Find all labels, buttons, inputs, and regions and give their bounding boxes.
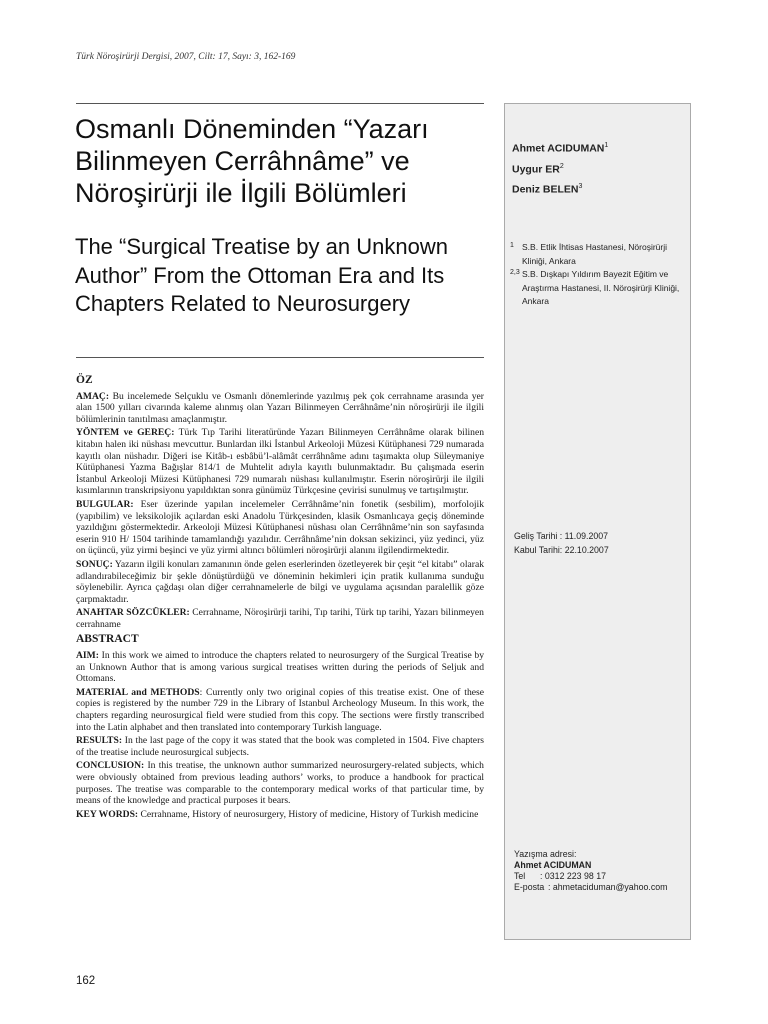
author-name: Uygur $ER^2$ (512, 162, 564, 175)
abstract-paragraph (76, 687, 484, 733)
abstract-label: CONCLUSION: (76, 760, 145, 772)
abstract-label: AIM: (76, 650, 99, 662)
abstract-text: In this work we aimed to introduce the chapters related to neurosurgery of the Surgical Treatise by an Unknown Author that is among various surgical treatises written during the periods of Seljuk and Ottomans. (76, 650, 485, 685)
tel-label: Tel (514, 871, 526, 881)
abstract-heading: ABSTRACT (76, 633, 139, 646)
oz-label: YÖNTEM ve GEREÇ: (76, 427, 175, 439)
correspondence-tel (514, 871, 667, 882)
oz-text: Eser üzerinde yapılan incelemeler Cerrâhnâme’nin fonetik (sesbilim), morfolojik (yapıbilim) ve leksikolojik açılardan eski Anadolu Türkçesinden, klasik Osmanlıcaya geçiş döneminde yazıldığını göstermektedir. Arkeoloji Müzesi Kütüphanesi nüshası olan Cerrâhnâme’nin son sayfasında eserin 910 H/ 1504 tarihinde tamamlandığı yazılıdır. Cerrâhnâme’nin doksan sekizinci, yüz yedinci, yüz on üçüncü, yüz yirmi beşinci ve yüz yirmi altıncı bölümleri nöroşirürji alanını ilgilendirmektedir. (76, 498, 484, 557)
oz-label: AMAÇ: (76, 390, 110, 402)
top-rule (76, 103, 484, 104)
title-turkish: Osmanlı Döneminden “Yazarı Bilinmeyen Cerrâhnâme” ve Nöroşirürji ile İlgili Bölümleri (75, 114, 429, 208)
correspondence-name: Ahmet ACIDUMAN (514, 860, 592, 870)
abstract-text: In this treatise, the unknown author summarized neurosurgery-related subjects, which were obviously obtained from previous leading authors’ works, to produce a handbook for practical purposes. The treatise was comparable to the contemporary medical works of that particular time, by means of the knowledge and practical purposes it bears. (76, 760, 484, 807)
abstract-paragraph (76, 809, 484, 821)
tel-value: : 0312 223 98 17 (540, 871, 607, 881)
affiliation-text: S.B. Etlik İhtisas Hastanesi, Nöroşirürji Kliniği, Ankara (522, 242, 668, 266)
affiliation-number: 1 (510, 242, 514, 249)
oz-paragraph (76, 391, 484, 426)
email-label: E-posta (514, 882, 545, 892)
affiliation-text: S.B. Dışkapı Yıldırım Bayezit Eğitim ve Araştırma Hastanesi, II. Nöroşirürji Kliniği, Ankara (522, 269, 680, 306)
abstract-paragraph (76, 650, 484, 685)
oz-text: Yazarın ilgili konuları zamanının önde gelen eserlerinden özetleyerek bir çeşit “el kitabı” olarak adlandırabileceğimiz bir şekle dönüştürdüğü ve döneminin hekimleri için pratik kullanıma sunduğu söylenebilir. Ayrıca çağdaşı olan diğer cerrahnamelerle de bilgi ve uygulama açısından paralellik göze çarpmaktadır. (76, 558, 484, 605)
affiliation (510, 268, 688, 309)
oz-text: Cerrahname, Nöroşirürji tarihi, Tıp tarihi, Türk tıp tarihi, Yazarı bilinmeyen cerrahname (76, 607, 484, 630)
abstract-column (76, 375, 484, 822)
abstract-text: Cerrahname, History of neurosurgery, History of medicine, History of Turkish medicine (140, 808, 479, 820)
author-name: Deniz BELEN$^3$ (512, 183, 583, 196)
abstract-text: In the last page of the copy it was stated that the book was completed in 1504. Five chapters of the treatise include neurosurgical subjects. (76, 735, 484, 758)
correspondence-label: Yazışma adresi: (514, 849, 577, 859)
abstract-label: MATERIAL and METHODS (76, 686, 200, 698)
abstract-label: KEY WORDS: (76, 808, 139, 820)
oz-label: ANAHTAR SÖZCÜKLER: (76, 607, 190, 619)
author-list (512, 137, 608, 199)
title-divider (76, 357, 484, 358)
oz-paragraph (76, 427, 484, 497)
oz-text: Türk Tıp Tarihi literatüründe Yazarı Bilinmeyen Cerrâhnâme olarak bilinen kitabın halen iki nüshası mevcuttur. Bunlardan ilki İstanbul Arkeoloji Müzesi Kütüphanesi 729 numarada kayıtlı olan nüshadır. Diğeri ise Kitâb-ı esbâbü’l-alâmât cerrâhnâme adını taşımakta olup Süleymaniye Kütüphanesi Yazma Bağışlar 814/1 de Muhtelit adıyla kayıtlı bulunmaktadır. Bu çalışmada eserin İstanbul Arkeoloji Müzesi Kütüphanesi 729 numaralı nüshası kullanılmıştır. Eserin nöroşirürji ile ilgili kısımlarının transkripsiyonu yapıldıktan sonra günümüz Türkçesine çevirisi sunulmuş ve tartışılmıştır. (76, 427, 484, 497)
affiliation-number: 2,3 (510, 269, 520, 276)
oz-label: BULGULAR: (76, 498, 134, 510)
correspondence-block (514, 849, 667, 893)
abstract-label: RESULTS: (76, 735, 123, 747)
abstract-paragraph (76, 735, 484, 758)
abstract-text: : Currently only two original copies of this treatise exist. One of these copies is registered by the number 729 in the Library of Istanbul Archeology Museum. In this work, the chapters regarding neurosurgical field were studied from this copy. The sections were firstly transcribed into the Latin alphabet and then translated into contemporary Turkish language. (76, 686, 484, 733)
correspondence-email (514, 882, 667, 893)
oz-paragraph (76, 607, 484, 630)
accepted-date: Kabul Tarihi: 22.10.2007 (514, 544, 609, 555)
author-sidebar (504, 103, 691, 940)
submission-dates (514, 530, 609, 557)
oz-paragraph (76, 499, 484, 557)
oz-heading: ÖZ (76, 374, 93, 386)
abstract-paragraph (76, 760, 484, 806)
author-name: Ahmet ACIDUMAN$^1$ (512, 142, 609, 155)
oz-label: SONUÇ: (76, 558, 113, 570)
page-number: 162 (76, 975, 96, 987)
affiliation-list (510, 241, 688, 309)
oz-paragraph (76, 559, 484, 605)
email-value[interactable]: : ahmetaciduman@yahoo.com (548, 882, 668, 892)
title-english: The “Surgical Treatise by an Unknown Author” From the Ottoman Era and Its Chapters Related to Neurosurgery (75, 234, 448, 316)
affiliation (510, 241, 688, 268)
journal-reference: Türk Nöroşirürji Dergisi, 2007, Cilt: 17, Sayı: 3, 162-169 (76, 52, 296, 62)
oz-text: Bu incelemede Selçuklu ve Osmanlı dönemlerinde yazılmış pek çok cerrahname arasında yer alan 1500 yılları civarında kaleme alınmış olan Yazarı Bilinmeyen Cerrâhnâme’nin nöroşirürji ile ilgili bölümlerinin tanıtılması amaçlanmıştır. (76, 390, 484, 425)
received-date: Geliş Tarihi : 11.09.2007 (514, 531, 609, 541)
